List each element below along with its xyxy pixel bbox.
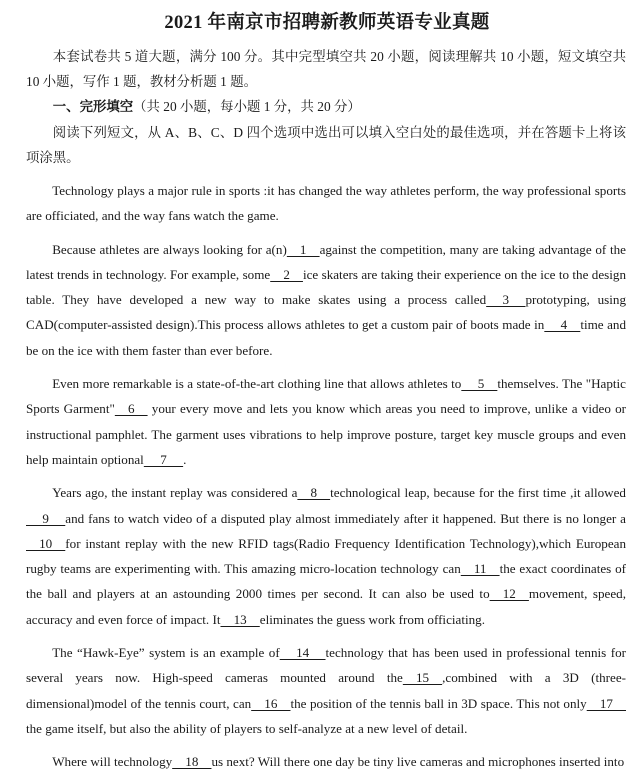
text-segment: for instant replay with the new RFID tags(Radio Frequency Identification Technology),which European rugby teams are experimenting with. This amazing micro-location technology can — [26, 535, 626, 577]
blank-16: 16 — [251, 695, 291, 711]
blank-13: 13 — [220, 611, 260, 627]
blank-15: 15 — [402, 670, 443, 686]
text-segment: the exact coordinates of the ball and players at an astounding 2000 times per second. It can also be used to — [26, 561, 626, 602]
passage-paragraph-6 — [26, 749, 626, 774]
passage-paragraph-2 — [26, 237, 626, 363]
text-segment: the game itself, but also the ability of players to self-analyze at a new level of detail. — [26, 720, 468, 736]
text-segment: . — [183, 451, 187, 467]
text-segment: time and be on the ice with them faster than ever before. — [26, 317, 627, 358]
text-segment: ice skaters are taking their experience on the ice to the design table. They have developed a new way to make skates using a process called — [26, 266, 626, 308]
passage-paragraph-1: Technology plays a major rule in sports :it has changed the way athletes perform, the way professional sports are officiated, and the way fans watch the game. — [26, 183, 626, 224]
section-instruction: 阅读下列短文，从 A、B、C、D 四个选项中选出可以填入空白处的最佳选项，并在答题卡上将该项涂黑。 — [26, 125, 626, 165]
text-segment: the position of the tennis ball in 3D space. This not only — [290, 695, 587, 711]
section-heading — [26, 94, 626, 120]
text-segment: Where will technology — [52, 754, 173, 770]
text-segment: themselves. The "Haptic Sports Garment" — [26, 376, 626, 417]
passage-paragraph-4 — [26, 480, 626, 632]
text-segment: The “Hawk-Eye” system is an example of — [52, 645, 280, 661]
blank-6: 6 — [114, 401, 148, 417]
text-segment: technological leap, because for the first time ,it allowed — [330, 485, 626, 501]
text-segment: Even more remarkable is a state-of-the-art clothing line that allows athletes to — [52, 376, 462, 392]
blank-1: 1 — [286, 241, 320, 257]
blank-9: 9 — [26, 510, 66, 526]
blank-3: 3 — [486, 292, 526, 308]
blank-7: 7 — [143, 451, 184, 467]
text-segment: and fans to watch video of a disputed play almost immediately after it happened. But there is no longer a — [65, 510, 626, 526]
section-label: 一、完形填空 — [52, 99, 134, 114]
text-segment: against the competition, many are taking advantage of the latest trends in technology. For example, some — [26, 241, 626, 282]
exam-title: 2021 年南京市招聘新教师英语专业真题 — [164, 13, 490, 33]
exam-intro: 本套试卷共 5 道大题，满分 100 分。其中完型填空共 20 小题，阅读理解共 10 小题，短文填空共 10 小题，写作 1 题，教材分析题 1 题。 — [26, 49, 626, 89]
text-segment: movement, speed, accuracy and even force of impact. It — [26, 586, 626, 627]
text-segment: eliminates the guess work from officiating. — [259, 611, 485, 627]
text-segment: us next? Will there one day be tiny live cameras and microphones inserted into — [211, 754, 625, 770]
blank-14: 14 — [279, 645, 326, 661]
passage-paragraph-5 — [26, 640, 626, 741]
passage-paragraph-3 — [26, 371, 626, 472]
blank-17: 17 — [586, 695, 626, 711]
text-segment: ,combined with a 3D (three-dimensional)model of the tennis court, can — [26, 670, 627, 711]
text-segment: technology that has been used in professional tennis for several years now. High-speed cameras mounted around the — [26, 645, 626, 686]
blank-12: 12 — [489, 586, 529, 602]
blank-11: 11 — [460, 561, 500, 577]
text-segment: prototyping, using CAD(computer-assisted design).This process allows athletes to get a custom pair of boots made in — [26, 292, 626, 333]
blank-10: 10 — [26, 535, 66, 551]
text-segment: Years ago, the instant replay was considered a — [52, 485, 298, 501]
blank-8: 8 — [297, 485, 331, 501]
section-note: （共 20 小题，每小题 1 分，共 20 分） — [133, 99, 361, 114]
blank-2: 2 — [270, 266, 303, 282]
blank-5: 5 — [461, 376, 498, 392]
text-segment: your every move and lets you know which areas you need to improve, unlike a video or instructional pamphlet. The garment uses vibrations to help improve posture, target key muscle groups and even help maintain optional — [26, 401, 626, 467]
blank-4: 4 — [544, 317, 581, 333]
text-segment: Because athletes are always looking for a(n) — [52, 241, 287, 257]
blank-18: 18 — [172, 754, 212, 770]
